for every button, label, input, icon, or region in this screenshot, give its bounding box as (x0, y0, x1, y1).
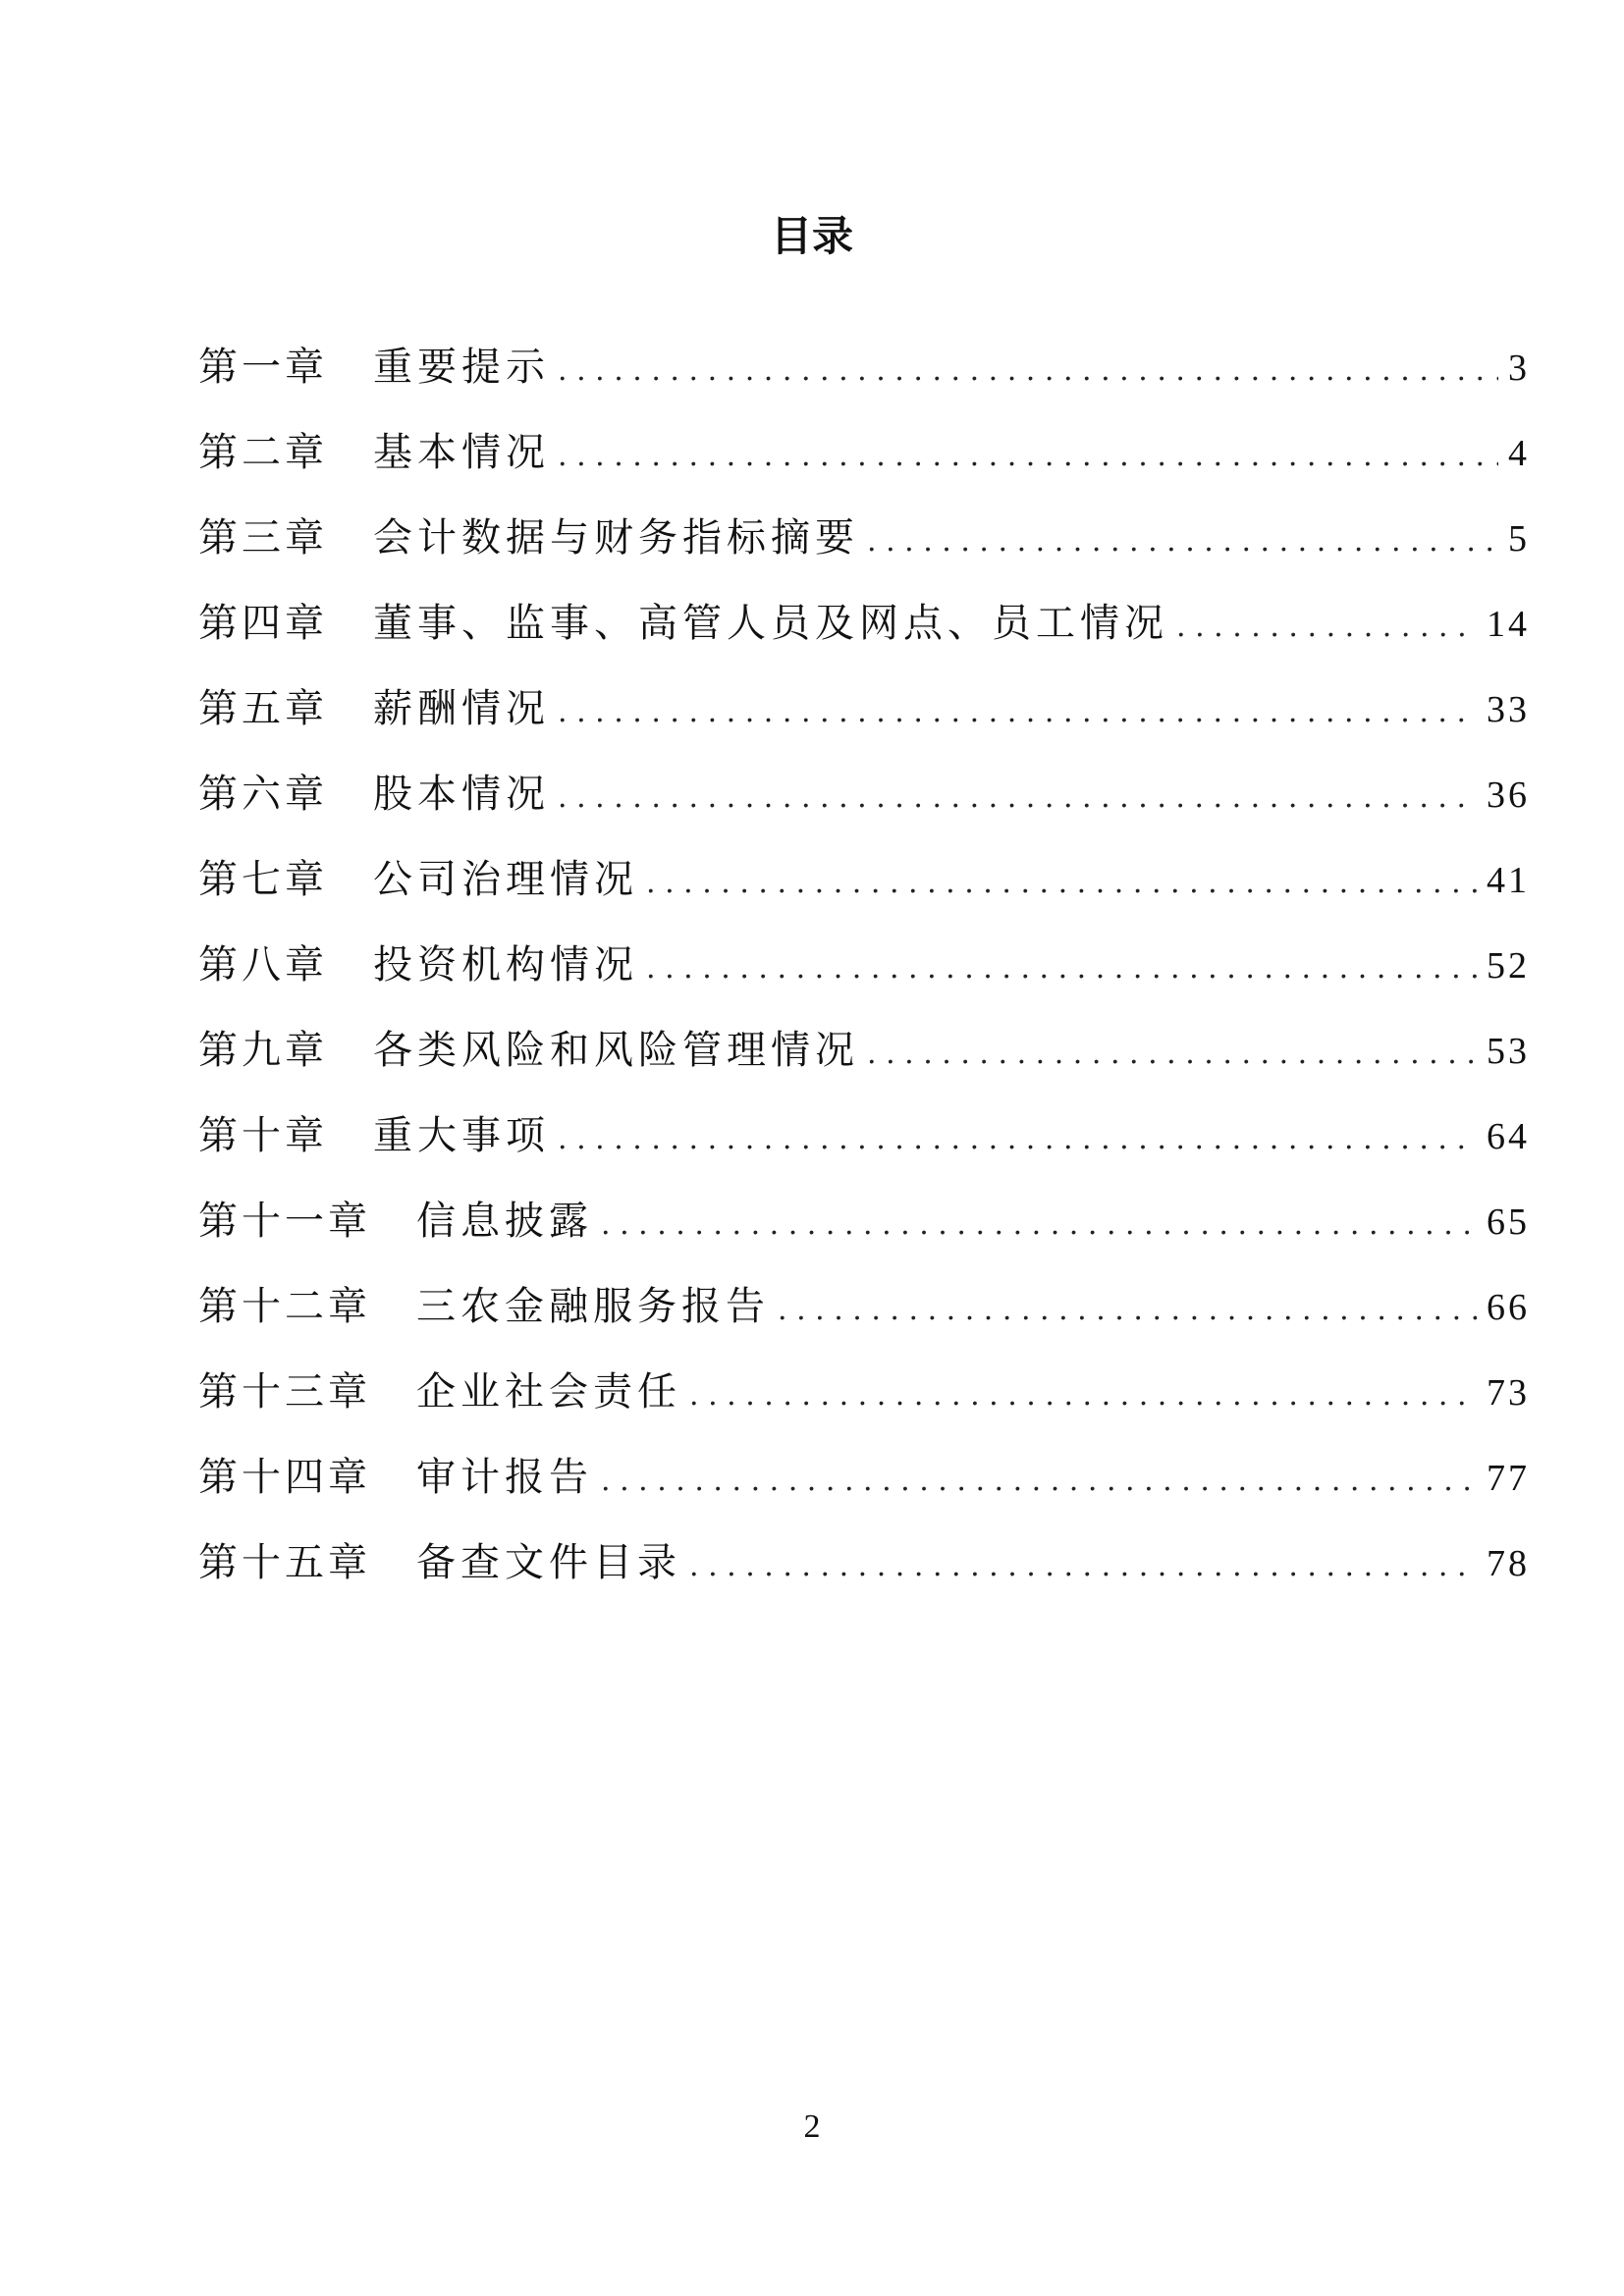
toc-entry-5[interactable] (198, 677, 1530, 763)
toc-chapter-number: 第十五章 (198, 1540, 371, 1585)
page-title: 目录 (770, 212, 853, 260)
toc-dot-leader (601, 1464, 1477, 1498)
toc-dot-leader (689, 1549, 1477, 1583)
toc-dot-leader (867, 1037, 1477, 1071)
toc-page-ref: 73 (1487, 1372, 1530, 1414)
toc-entry-4[interactable] (198, 592, 1530, 677)
toc-chapter-title: 薪酬情况 (373, 686, 550, 731)
toc-entry-12[interactable] (198, 1275, 1530, 1361)
toc-entry-3[interactable] (198, 507, 1530, 592)
toc-page-ref: 77 (1487, 1458, 1530, 1499)
toc-chapter-title: 重要提示 (373, 345, 550, 390)
toc-page-ref: 66 (1487, 1287, 1530, 1328)
toc-page-ref: 36 (1487, 774, 1530, 816)
toc-page-ref: 5 (1508, 518, 1530, 560)
toc-chapter-number: 第七章 (198, 857, 328, 902)
toc-dot-leader (558, 353, 1498, 388)
toc-dot-leader (778, 1293, 1477, 1327)
page-number: 2 (803, 2109, 821, 2145)
toc-dot-leader (558, 695, 1477, 729)
toc-chapter-number: 第十四章 (198, 1455, 371, 1500)
toc-chapter-number: 第六章 (198, 772, 328, 817)
toc-chapter-number: 第二章 (198, 430, 328, 475)
toc-page-ref: 33 (1487, 689, 1530, 730)
toc-dot-leader (1176, 610, 1477, 644)
toc-dot-leader (689, 1378, 1477, 1413)
toc-entry-8[interactable] (198, 934, 1530, 1019)
toc-chapter-number: 第四章 (198, 601, 328, 646)
toc-chapter-title: 股本情况 (373, 772, 550, 817)
toc-entry-15[interactable] (198, 1531, 1530, 1617)
toc-entry-9[interactable] (198, 1019, 1530, 1104)
toc-chapter-number: 第五章 (198, 686, 328, 731)
toc-page-ref: 3 (1508, 347, 1530, 389)
table-of-contents (198, 336, 1530, 1617)
toc-chapter-title: 备查文件目录 (416, 1540, 681, 1585)
toc-dot-leader (558, 1122, 1477, 1156)
toc-chapter-number: 第十章 (198, 1113, 328, 1158)
toc-chapter-title: 公司治理情况 (373, 857, 638, 902)
toc-entry-2[interactable] (198, 421, 1530, 507)
toc-dot-leader (867, 524, 1498, 559)
toc-dot-leader (646, 951, 1477, 986)
toc-chapter-title: 投资机构情况 (373, 942, 638, 988)
toc-chapter-title: 各类风险和风险管理情况 (373, 1028, 859, 1073)
toc-entry-6[interactable] (198, 763, 1530, 848)
toc-dot-leader (558, 439, 1498, 473)
toc-dot-leader (646, 866, 1477, 900)
toc-chapter-title: 会计数据与财务指标摘要 (373, 515, 859, 561)
toc-page-ref: 41 (1487, 860, 1530, 901)
toc-page-ref: 4 (1508, 433, 1530, 474)
toc-chapter-number: 第十二章 (198, 1284, 371, 1329)
toc-page-ref: 65 (1487, 1201, 1530, 1243)
toc-entry-10[interactable] (198, 1104, 1530, 1190)
toc-chapter-number: 第九章 (198, 1028, 328, 1073)
toc-entry-1[interactable] (198, 336, 1530, 421)
toc-page-ref: 14 (1487, 604, 1530, 645)
toc-chapter-number: 第十三章 (198, 1369, 371, 1415)
toc-page-ref: 53 (1487, 1031, 1530, 1072)
toc-page-ref: 64 (1487, 1116, 1530, 1157)
toc-chapter-title: 董事、监事、高管人员及网点、员工情况 (373, 601, 1168, 646)
toc-chapter-title: 重大事项 (373, 1113, 550, 1158)
toc-entry-13[interactable] (198, 1361, 1530, 1446)
toc-chapter-number: 第一章 (198, 345, 328, 390)
toc-chapter-title: 基本情况 (373, 430, 550, 475)
toc-entry-7[interactable] (198, 848, 1530, 934)
toc-chapter-title: 企业社会责任 (416, 1369, 681, 1415)
toc-chapter-title: 审计报告 (416, 1455, 593, 1500)
toc-page-ref: 78 (1487, 1543, 1530, 1584)
toc-entry-11[interactable] (198, 1190, 1530, 1275)
toc-page-ref: 52 (1487, 945, 1530, 987)
toc-dot-leader (558, 780, 1477, 815)
toc-chapter-number: 第十一章 (198, 1199, 371, 1244)
toc-entry-14[interactable] (198, 1446, 1530, 1531)
toc-chapter-title: 信息披露 (416, 1199, 593, 1244)
toc-chapter-number: 第八章 (198, 942, 328, 988)
toc-dot-leader (601, 1207, 1477, 1242)
toc-chapter-number: 第三章 (198, 515, 328, 561)
toc-chapter-title: 三农金融服务报告 (416, 1284, 770, 1329)
